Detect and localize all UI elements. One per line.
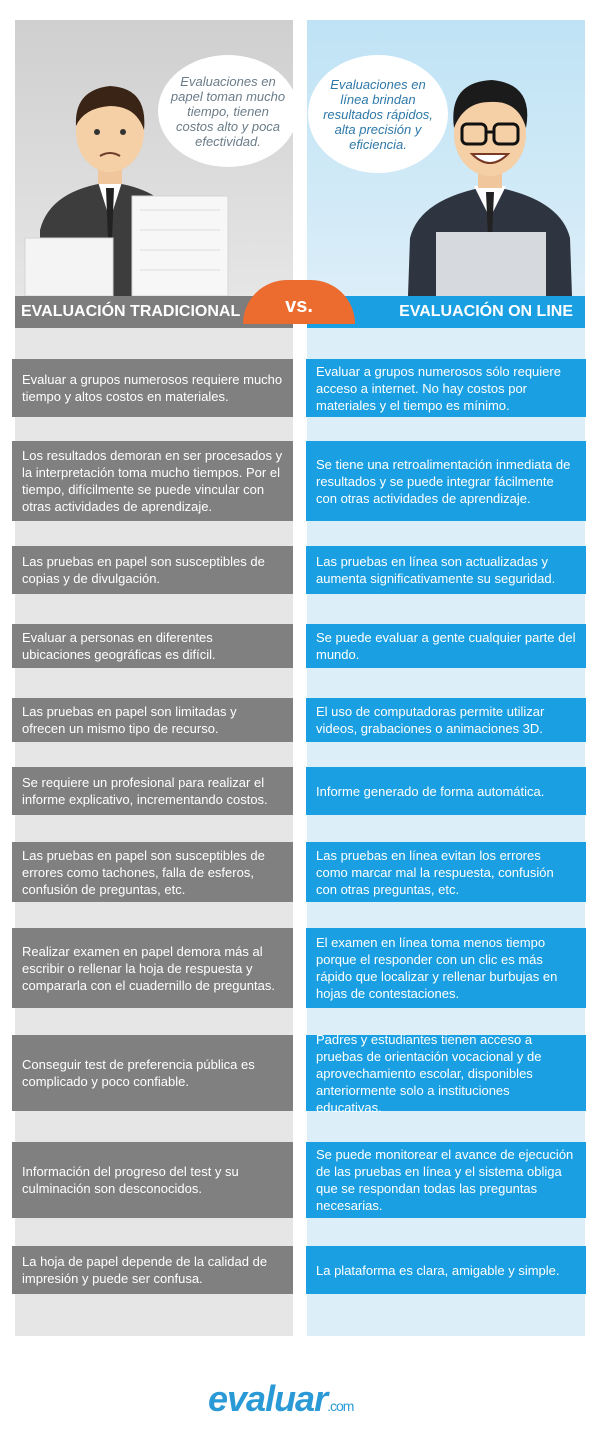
online-item: Se puede monitorear el avance de ejecución de las pruebas en línea y el sistema obliga que se respondan todas las preguntas necesarias. <box>306 1142 586 1218</box>
online-item: Padres y estudiantes tienen acceso a pruebas de orientación vocacional y de aprovechamiento escolar, disponibles anteriormente solo a instituciones educativas. <box>306 1035 586 1111</box>
traditional-item: Evaluar a grupos numerosos requiere mucho tiempo y altos costos en materiales. <box>12 359 293 417</box>
online-item: Las pruebas en línea evitan los errores como marcar mal la respuesta, confusión con otras preguntas, etc. <box>306 842 586 902</box>
online-item: Evaluar a grupos numerosos sólo requiere acceso a internet. No hay costos por materiales y el tiempo es mínimo. <box>306 359 586 417</box>
vs-badge: vs. <box>243 280 355 324</box>
logo-text: evaluar <box>208 1378 328 1419</box>
traditional-speech-bubble: Evaluaciones en papel toman mucho tiempo, tienen costos alto y poca efectividad. <box>158 55 298 167</box>
online-item: Informe generado de forma automática. <box>306 767 586 815</box>
traditional-item: Conseguir test de preferencia pública es complicado y poco confiable. <box>12 1035 293 1111</box>
traditional-item: Se requiere un profesional para realizar el informe explicativo, incrementando costos. <box>12 767 293 815</box>
online-item: El examen en línea toma menos tiempo porque el responder con un clic es más rápido que localizar y rellenar burbujas en hojas de contestaciones. <box>306 928 586 1008</box>
online-item: Se puede evaluar a gente cualquier parte del mundo. <box>306 624 586 668</box>
traditional-header: EVALUACIÓN TRADICIONAL <box>15 296 293 328</box>
online-item: La plataforma es clara, amigable y simple. <box>306 1246 586 1294</box>
traditional-item: La hoja de papel depende de la calidad de impresión y puede ser confusa. <box>12 1246 293 1294</box>
traditional-item: Las pruebas en papel son susceptibles de copias y de divulgación. <box>12 546 293 594</box>
traditional-item: Los resultados demoran en ser procesados y la interpretación toma mucho tiempos. Por el tiempo, difícilmente se puede vincular con otras actividades de aprendizaje. <box>12 441 293 521</box>
traditional-item: Evaluar a personas en diferentes ubicaciones geográficas es difícil. <box>12 624 293 668</box>
traditional-item: Las pruebas en papel son susceptibles de errores como tachones, falla de esferos, confusión de preguntas, etc. <box>12 842 293 902</box>
traditional-item: Las pruebas en papel son limitadas y ofrecen un mismo tipo de recurso. <box>12 698 293 742</box>
online-item: Las pruebas en línea son actualizadas y aumenta significativamente su seguridad. <box>306 546 586 594</box>
logo-suffix: .com <box>327 1398 354 1414</box>
online-item: Se tiene una retroalimentación inmediata de resultados y se puede integrar fácilmente con otras actividades de aprendizaje. <box>306 441 586 521</box>
online-header: EVALUACIÓN ON LINE <box>307 296 585 328</box>
online-item: El uso de computadoras permite utilizar videos, grabaciones o animaciones 3D. <box>306 698 586 742</box>
traditional-item: Realizar examen en papel demora más al escribir o rellenar la hoja de respuesta y compararla con el cuadernillo de preguntas. <box>12 928 293 1008</box>
evaluar-logo[interactable] <box>208 1378 353 1420</box>
traditional-item: Información del progreso del test y su culminación son desconocidos. <box>12 1142 293 1218</box>
online-speech-bubble: Evaluaciones en línea brindan resultados rápidos, alta precisión y eficiencia. <box>308 55 448 173</box>
